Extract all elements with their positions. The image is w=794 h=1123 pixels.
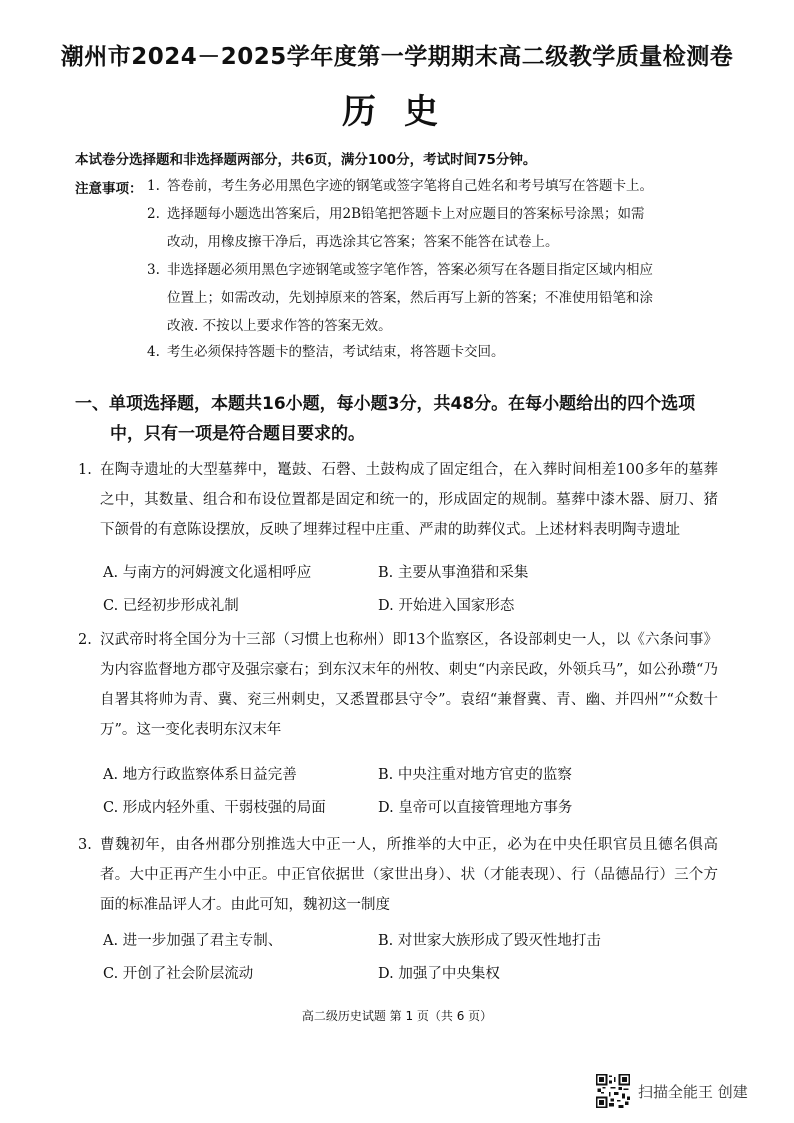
notice-item-text: 改液. 不按以上要求作答的答案无效。 (167, 318, 392, 334)
question-number: 3. (78, 837, 92, 853)
scanner-watermark (596, 1073, 748, 1109)
option-d: D. 皇帝可以直接管理地方事务 (378, 800, 573, 816)
notice-item-text: 考生必须保持答题卡的整洁，考试结束，将答题卡交回。 (167, 344, 505, 360)
question-stem: 曹魏初年，由各州郡分别推选大中正一人，所推举的大中正，必为在中央任职官员且德名俱高者。大中正再产生小中正。中正官依据世（家世出身）、状（才能表现）、行（品德品行）三个方面的标准品评人才。由此可知，魏初这一制度 (100, 837, 718, 913)
notice-item-text: 选择题每小题选出答案后，用2B铅笔把答题卡上对应题目的答案标号涂黑；如需 (167, 206, 645, 222)
question-1 (78, 455, 718, 545)
question-number: 2. (78, 632, 92, 648)
qr-code-icon (596, 1074, 630, 1108)
option-d: D. 开始进入国家形态 (378, 598, 515, 614)
option-b: B. 主要从事渔猎和采集 (378, 565, 529, 581)
notice-item-text: 位置上；如需改动，先划掉原来的答案，然后再写上新的答案；不准使用铅笔和涂 (167, 290, 653, 306)
notice-item-number: 3. (147, 262, 160, 278)
notice-item-number: 2. (147, 206, 160, 222)
exam-title: 潮州市2024－2025学年度第一学期期末高二级教学质量检测卷 (60, 44, 734, 70)
option-c: C. 已经初步形成礼制 (103, 598, 239, 614)
options-row (103, 926, 703, 956)
option-b: B. 中央注重对地方官吏的监察 (378, 767, 572, 783)
question-stem: 汉武帝时将全国分为十三部（习惯上也称州）即13个监察区，各设部刺史一人，以《六条问事》为内容监督地方郡守及强宗豪右；到东汉末年的州牧、刺史“内亲民政，外领兵马”，如公孙瓒“乃自署其将帅为青、冀、兖三州刺史，又悉置郡县守令”。袁绍“兼督冀、青、幽、并四州”“众数十万”。这一变化表明东汉末年 (100, 632, 718, 738)
option-a: A. 与南方的河姆渡文化遥相呼应 (103, 565, 312, 581)
question-stem: 在陶寺遗址的大型墓葬中，鼍鼓、石磬、土鼓构成了固定组合，在入葬时间相差100多年的墓葬之中，其数量、组合和布设位置都是固定和统一的，形成固定的规制。墓葬中漆木器、厨刀、猪下颌骨的有意陈设摆放，反映了埋葬过程中庄重、严肃的助葬仪式。上述材料表明陶寺遗址 (100, 462, 718, 538)
option-d: D. 加强了中央集权 (378, 966, 500, 982)
notice-label: 注意事项： (75, 181, 143, 197)
section-heading-line: 一、单项选择题，本题共16小题，每小题3分，共48分。在每小题给出的四个选项 (75, 394, 696, 414)
option-a: A. 地方行政监察体系日益完善 (103, 767, 297, 783)
options-row (103, 591, 703, 621)
question-2 (78, 625, 718, 745)
notice-item-text: 改动，用橡皮擦干净后，再选涂其它答案；答案不能答在试卷上。 (167, 234, 559, 250)
option-c: C. 开创了社会阶层流动 (103, 966, 254, 982)
option-b: B. 对世家大族形成了毁灭性地打击 (378, 933, 601, 949)
options-row (103, 793, 703, 823)
watermark-text: 扫描全能王 创建 (638, 1082, 748, 1101)
section-heading-line: 中，只有一项是符合题目要求的。 (110, 424, 365, 444)
option-a: A. 进一步加强了君主专制、 (103, 933, 283, 949)
section-heading (75, 389, 735, 449)
notice-item-number: 4. (147, 344, 160, 360)
notice-item-text: 答卷前，考生务必用黑色字迹的钢笔或签字笔将自己姓名和考号填写在答题卡上。 (167, 178, 653, 194)
question-number: 1. (78, 462, 92, 478)
notice-item-text: 非选择题必须用黑色字迹钢笔或签字笔作答，答案必须写在各题目指定区域内相应 (167, 262, 653, 278)
options-row (103, 558, 703, 588)
subject-title: 历史 (342, 92, 466, 132)
exam-intro: 本试卷分选择题和非选择题两部分，共6页，满分100分，考试时间75分钟。 (75, 152, 537, 168)
notice-item-4 (147, 338, 727, 366)
notice-item-3 (147, 256, 727, 340)
notice-item-2 (147, 200, 727, 256)
notice-item-1 (147, 172, 727, 200)
notice-item-number: 1. (147, 178, 160, 194)
options-row (103, 760, 703, 790)
page-footer: 高二级历史试题 第 1 页（共 6 页） (301, 1009, 493, 1023)
question-3 (78, 830, 718, 920)
options-row (103, 959, 703, 989)
option-c: C. 形成内轻外重、干弱枝强的局面 (103, 800, 326, 816)
